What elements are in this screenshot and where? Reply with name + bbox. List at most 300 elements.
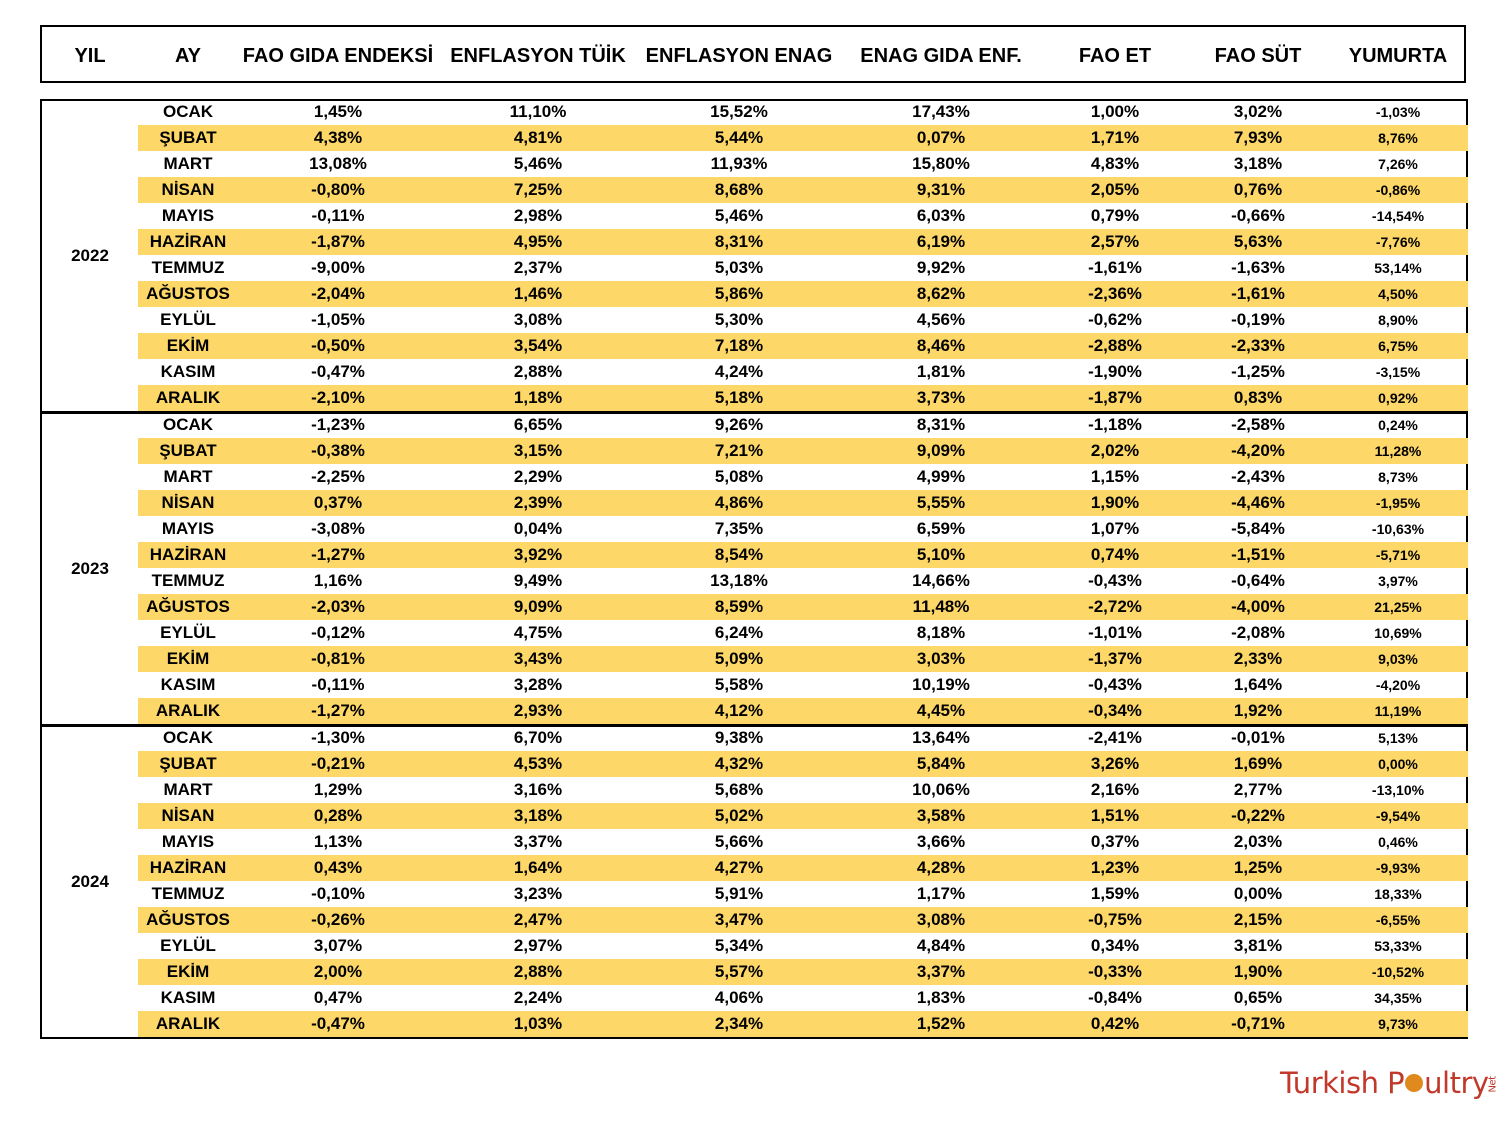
cell-fao-dairy: 1,64% [1233,675,1283,694]
cell-fao-meat: 1,59% [1090,884,1140,903]
cell-inflation-tuik: 2,29% [513,467,563,486]
cell-inflation-enag: 4,86% [714,493,764,512]
cell-fao-meat: 0,79% [1090,206,1140,225]
cell-fao-food: -2,03% [311,597,365,616]
cell-inflation-tuik: 2,39% [513,493,563,512]
cell-month: KASIM [160,988,216,1007]
cell-egg: 10,69% [1374,625,1422,641]
year-label: 2023 [71,559,109,578]
cell-egg: -5,71% [1375,547,1421,563]
cell-inflation-tuik: 2,37% [513,258,563,277]
cell-enag-food: 3,73% [916,388,966,407]
cell-inflation-enag: 5,03% [714,258,764,277]
cell-fao-dairy: 2,03% [1233,832,1283,851]
cell-month: NİSAN [161,806,215,825]
month-rows [138,414,1468,724]
table-row [138,907,1468,933]
cell-inflation-enag: 4,06% [714,988,764,1007]
table-row [138,933,1468,959]
cell-inflation-enag: 5,86% [714,284,764,303]
cell-fao-dairy: 3,81% [1233,936,1283,955]
cell-enag-food: 3,66% [916,832,966,851]
cell-fao-dairy: -2,58% [1231,415,1285,434]
cell-fao-meat: 1,00% [1090,102,1140,121]
cell-fao-meat: -0,84% [1088,988,1142,1007]
cell-fao-food: 13,08% [309,154,367,173]
cell-enag-food: 1,17% [916,884,966,903]
table-row [138,803,1468,829]
cell-inflation-tuik: 4,53% [513,754,563,773]
cell-fao-meat: 1,23% [1090,858,1140,877]
year-label: 2022 [71,246,109,265]
cell-inflation-tuik: 2,93% [513,701,563,720]
cell-fao-meat: 2,57% [1090,232,1140,251]
cell-month: OCAK [162,728,214,747]
cell-inflation-tuik: 11,10% [509,102,567,121]
cell-egg: 53,14% [1374,260,1422,276]
cell-inflation-tuik: 7,25% [513,180,563,199]
cell-fao-dairy: -2,33% [1231,336,1285,355]
cell-fao-food: -0,21% [311,754,365,773]
cell-fao-dairy: 1,90% [1233,962,1283,981]
cell-fao-food: 1,13% [313,832,363,851]
header-month: AY [175,45,201,67]
cell-enag-food: 8,62% [916,284,966,303]
cell-egg: -4,20% [1375,677,1421,693]
egg-dot-icon [1405,1074,1423,1092]
cell-fao-food: 4,38% [313,128,363,147]
table-row [138,881,1468,907]
cell-inflation-tuik: 4,81% [513,128,563,147]
cell-month: OCAK [162,415,214,434]
table-row [138,99,1468,125]
cell-month: TEMMUZ [151,884,225,903]
cell-inflation-tuik: 3,16% [513,780,563,799]
cell-fao-food: -0,38% [311,441,365,460]
cell-fao-food: -1,30% [311,728,365,747]
cell-fao-meat: 2,05% [1090,180,1140,199]
cell-inflation-enag: 3,47% [714,910,764,929]
cell-inflation-enag: 9,26% [714,415,764,434]
cell-fao-dairy: 2,15% [1233,910,1283,929]
cell-fao-dairy: 3,02% [1233,102,1283,121]
cell-fao-food: -1,87% [311,232,365,251]
table-row [138,151,1468,177]
cell-fao-dairy: -0,19% [1231,310,1285,329]
cell-enag-food: 15,80% [912,154,970,173]
cell-inflation-enag: 5,91% [714,884,764,903]
cell-fao-meat: 0,74% [1090,545,1140,564]
cell-fao-food: -1,27% [311,545,365,564]
header-year: YIL [74,45,106,67]
table-row [138,333,1468,359]
header-fao-dairy: FAO SÜT [1214,45,1302,67]
cell-fao-dairy: -1,61% [1231,284,1285,303]
cell-fao-dairy: -0,01% [1231,728,1285,747]
cell-fao-meat: -0,33% [1088,962,1142,981]
cell-inflation-tuik: 2,24% [513,988,563,1007]
cell-egg: -0,86% [1375,182,1421,198]
table-row [138,125,1468,151]
cell-inflation-enag: 8,54% [714,545,764,564]
table-row [138,385,1468,411]
cell-inflation-enag: 5,34% [714,936,764,955]
cell-fao-food: 2,00% [313,962,363,981]
cell-enag-food: 1,52% [916,1014,966,1033]
cell-month: EYLÜL [160,310,216,329]
table-row [138,594,1468,620]
cell-fao-food: -1,23% [311,415,365,434]
table-row [138,281,1468,307]
cell-enag-food: 1,81% [916,362,966,381]
cell-fao-food: -1,05% [311,310,365,329]
cell-fao-dairy: -4,20% [1231,441,1285,460]
cell-fao-food: -0,11% [311,675,365,694]
cell-month: HAZİRAN [149,232,227,251]
cell-fao-meat: 0,34% [1090,936,1140,955]
cell-fao-meat: -2,72% [1088,597,1142,616]
cell-egg: 8,73% [1378,469,1418,485]
cell-inflation-enag: 7,21% [714,441,764,460]
cell-enag-food: 4,28% [916,858,966,877]
cell-inflation-enag: 5,66% [714,832,764,851]
cell-egg: -7,76% [1375,234,1421,250]
cell-fao-food: -2,10% [311,388,365,407]
cell-fao-dairy: -1,63% [1231,258,1285,277]
cell-inflation-enag: 5,46% [714,206,764,225]
cell-inflation-tuik: 2,47% [513,910,563,929]
cell-month: ARALIK [155,388,221,407]
cell-inflation-tuik: 3,15% [513,441,563,460]
logo-net-suffix: Net [1487,1076,1499,1093]
cell-fao-meat: 2,16% [1090,780,1140,799]
cell-inflation-tuik: 2,98% [513,206,563,225]
cell-egg: 0,46% [1378,834,1418,850]
cell-egg: 5,13% [1378,730,1418,746]
cell-fao-food: -0,80% [311,180,365,199]
cell-inflation-enag: 4,12% [714,701,764,720]
year-block-2022 [40,99,1468,413]
cell-egg: 11,28% [1374,443,1422,459]
table-row [138,359,1468,385]
cell-enag-food: 6,59% [916,519,966,538]
cell-egg: 9,03% [1378,651,1418,667]
cell-inflation-enag: 5,57% [714,962,764,981]
cell-egg: 9,73% [1378,1016,1418,1032]
cell-fao-dairy: -2,43% [1231,467,1285,486]
cell-inflation-enag: 4,27% [714,858,764,877]
month-rows [138,727,1468,1037]
cell-fao-dairy: 0,65% [1233,988,1283,1007]
table-header [40,25,1466,83]
cell-fao-food: -0,47% [311,1014,365,1033]
cell-fao-meat: -2,88% [1088,336,1142,355]
cell-egg: 8,90% [1378,312,1418,328]
cell-enag-food: 6,03% [916,206,966,225]
cell-egg: 34,35% [1374,990,1422,1006]
cell-month: AĞUSTOS [146,597,230,616]
table-row [138,177,1468,203]
cell-fao-food: 0,47% [313,988,363,1007]
cell-fao-meat: -0,43% [1088,675,1142,694]
cell-egg: 4,50% [1378,286,1418,302]
cell-month: AĞUSTOS [146,284,230,303]
cell-month: OCAK [162,102,214,121]
cell-fao-dairy: 0,76% [1233,180,1283,199]
header-fao-food-index: FAO GIDA ENDEKSİ [242,45,434,67]
cell-fao-meat: -2,41% [1088,728,1142,747]
cell-egg: 8,76% [1378,130,1418,146]
cell-enag-food: 8,31% [916,415,966,434]
cell-inflation-enag: 5,44% [714,128,764,147]
cell-fao-meat: -2,36% [1088,284,1142,303]
table-row [138,307,1468,333]
cell-month: KASIM [160,362,216,381]
year-label: 2024 [71,872,109,891]
cell-fao-dairy: 1,25% [1233,858,1283,877]
cell-enag-food: 3,03% [916,649,966,668]
cell-month: MAYIS [161,832,215,851]
cell-month: MART [163,780,213,799]
cell-enag-food: 10,06% [912,780,970,799]
cell-month: EYLÜL [160,936,216,955]
cell-month: TEMMUZ [151,571,225,590]
table-row [138,1011,1468,1037]
cell-month: AĞUSTOS [146,910,230,929]
cell-inflation-enag: 11,93% [710,154,768,173]
table-row [138,542,1468,568]
cell-fao-meat: 4,83% [1090,154,1140,173]
cell-inflation-tuik: 6,70% [513,728,563,747]
cell-month: ŞUBAT [159,128,217,147]
cell-enag-food: 17,43% [912,102,970,121]
cell-month: EKİM [166,962,210,981]
cell-egg: -10,52% [1371,964,1425,980]
cell-month: ARALIK [155,1014,221,1033]
table-row [138,255,1468,281]
cell-egg: 18,33% [1374,886,1422,902]
cell-fao-food: -0,81% [311,649,365,668]
cell-fao-dairy: 2,77% [1233,780,1283,799]
cell-fao-food: 3,07% [313,936,363,955]
cell-fao-dairy: 7,93% [1233,128,1283,147]
table-row [138,229,1468,255]
cell-fao-meat: -1,01% [1088,623,1142,642]
cell-month: HAZİRAN [149,545,227,564]
cell-fao-meat: -0,62% [1088,310,1142,329]
cell-fao-meat: -1,18% [1088,415,1142,434]
cell-inflation-tuik: 3,43% [513,649,563,668]
cell-enag-food: 5,10% [916,545,966,564]
cell-enag-food: 4,45% [916,701,966,720]
cell-enag-food: 3,08% [916,910,966,929]
table-row [138,568,1468,594]
cell-fao-dairy: -0,66% [1231,206,1285,225]
cell-fao-dairy: -1,25% [1231,362,1285,381]
cell-egg: -3,15% [1375,364,1421,380]
cell-inflation-enag: 5,08% [714,467,764,486]
cell-enag-food: 8,46% [916,336,966,355]
cell-fao-dairy: 2,33% [1233,649,1283,668]
cell-inflation-tuik: 2,88% [513,362,563,381]
year-block-2024 [40,725,1468,1039]
cell-month: EKİM [166,649,210,668]
cell-inflation-tuik: 3,54% [513,336,563,355]
table-row [138,516,1468,542]
cell-month: HAZİRAN [149,858,227,877]
cell-enag-food: 5,55% [916,493,966,512]
cell-egg: 0,00% [1378,756,1418,772]
cell-month: ŞUBAT [159,754,217,773]
cell-inflation-enag: 13,18% [710,571,768,590]
cell-enag-food: 9,09% [916,441,966,460]
cell-enag-food: 4,56% [916,310,966,329]
cell-fao-meat: 2,02% [1090,441,1140,460]
cell-enag-food: 6,19% [916,232,966,251]
cell-month: EKİM [166,336,210,355]
cell-inflation-enag: 5,68% [714,780,764,799]
cell-fao-meat: -0,43% [1088,571,1142,590]
cell-egg: 0,92% [1378,390,1418,406]
cell-fao-dairy: 3,18% [1233,154,1283,173]
header-inflation-enag: ENFLASYON ENAG [645,45,833,67]
cell-egg: 53,33% [1374,938,1422,954]
cell-fao-dairy: -2,08% [1231,623,1285,642]
header-fao-meat: FAO ET [1078,45,1152,67]
cell-inflation-tuik: 2,97% [513,936,563,955]
cell-fao-food: -0,26% [311,910,365,929]
header-egg: YUMURTA [1348,45,1448,67]
table-row [138,985,1468,1011]
cell-month: ARALIK [155,701,221,720]
cell-egg: 21,25% [1374,599,1422,615]
turkish-poultry-logo [1280,1066,1505,1106]
cell-enag-food: 3,58% [916,806,966,825]
logo-text-end: ultry [1424,1066,1489,1100]
cell-inflation-enag: 5,58% [714,675,764,694]
table-row [138,438,1468,464]
cell-fao-food: -0,10% [311,884,365,903]
cell-fao-food: 0,43% [313,858,363,877]
table-row [138,829,1468,855]
cell-egg: -9,54% [1375,808,1421,824]
cell-egg: -6,55% [1375,912,1421,928]
cell-fao-dairy: -0,22% [1231,806,1285,825]
cell-month: NİSAN [161,180,215,199]
cell-fao-dairy: -5,84% [1231,519,1285,538]
cell-fao-food: -2,25% [311,467,365,486]
header-inflation-tuik: ENFLASYON TÜİK [450,45,626,67]
cell-enag-food: 11,48% [912,597,970,616]
cell-egg: 7,26% [1378,156,1418,172]
cell-fao-food: -9,00% [311,258,365,277]
cell-inflation-tuik: 6,65% [513,415,563,434]
cell-fao-meat: 1,71% [1090,128,1140,147]
cell-inflation-enag: 4,32% [714,754,764,773]
cell-fao-meat: -1,61% [1088,258,1142,277]
cell-fao-meat: 1,90% [1090,493,1140,512]
cell-enag-food: 3,37% [916,962,966,981]
cell-enag-food: 14,66% [912,571,970,590]
cell-inflation-tuik: 1,64% [513,858,563,877]
cell-inflation-tuik: 5,46% [513,154,563,173]
cell-inflation-enag: 5,18% [714,388,764,407]
cell-enag-food: 4,84% [916,936,966,955]
cell-month: MART [163,467,213,486]
cell-fao-dairy: 5,63% [1233,232,1283,251]
cell-enag-food: 4,99% [916,467,966,486]
table-row [138,698,1468,724]
cell-inflation-enag: 9,38% [714,728,764,747]
cell-fao-food: -1,27% [311,701,365,720]
cell-egg: 6,75% [1378,338,1418,354]
cell-egg: 11,19% [1374,703,1422,719]
cell-inflation-enag: 8,59% [714,597,764,616]
cell-inflation-tuik: 3,28% [513,675,563,694]
cell-enag-food: 1,83% [916,988,966,1007]
cell-fao-food: -0,47% [311,362,365,381]
cell-inflation-enag: 2,34% [714,1014,764,1033]
cell-inflation-tuik: 3,23% [513,884,563,903]
cell-inflation-tuik: 2,88% [513,962,563,981]
cell-month: ŞUBAT [159,441,217,460]
cell-inflation-enag: 8,68% [714,180,764,199]
cell-fao-meat: -0,34% [1088,701,1142,720]
table-row [138,725,1468,751]
cell-fao-food: -0,50% [311,336,365,355]
cell-inflation-tuik: 4,95% [513,232,563,251]
cell-fao-food: -2,04% [311,284,365,303]
cell-fao-dairy: -4,00% [1231,597,1285,616]
cell-egg: 0,24% [1378,417,1418,433]
table-row [138,620,1468,646]
cell-inflation-enag: 5,02% [714,806,764,825]
cell-fao-food: 1,16% [313,571,363,590]
table-row [138,464,1468,490]
cell-inflation-tuik: 3,37% [513,832,563,851]
cell-fao-food: 0,37% [313,493,363,512]
cell-enag-food: 13,64% [912,728,970,747]
table-row [138,777,1468,803]
year-block-2023 [40,412,1468,726]
cell-month: KASIM [160,675,216,694]
cell-egg: 3,97% [1378,573,1418,589]
cell-fao-meat: -0,75% [1088,910,1142,929]
cell-inflation-tuik: 4,75% [513,623,563,642]
cell-fao-dairy: 1,69% [1233,754,1283,773]
cell-fao-meat: 0,37% [1090,832,1140,851]
cell-inflation-tuik: 9,09% [513,597,563,616]
cell-inflation-tuik: 3,92% [513,545,563,564]
cell-fao-food: -0,11% [311,206,365,225]
cell-inflation-enag: 8,31% [714,232,764,251]
cell-month: TEMMUZ [151,258,225,277]
table-row [138,646,1468,672]
logo-text-start: Turkish P [1280,1066,1405,1100]
cell-enag-food: 0,07% [916,128,966,147]
cell-inflation-enag: 15,52% [710,102,768,121]
cell-inflation-enag: 7,35% [714,519,764,538]
cell-egg: -1,95% [1375,495,1421,511]
table-row [138,672,1468,698]
cell-inflation-enag: 4,24% [714,362,764,381]
cell-fao-food: 0,28% [313,806,363,825]
cell-enag-food: 9,31% [916,180,966,199]
table-row [138,203,1468,229]
table-row [138,490,1468,516]
cell-fao-food: 1,29% [313,780,363,799]
cell-month: MAYIS [161,519,215,538]
